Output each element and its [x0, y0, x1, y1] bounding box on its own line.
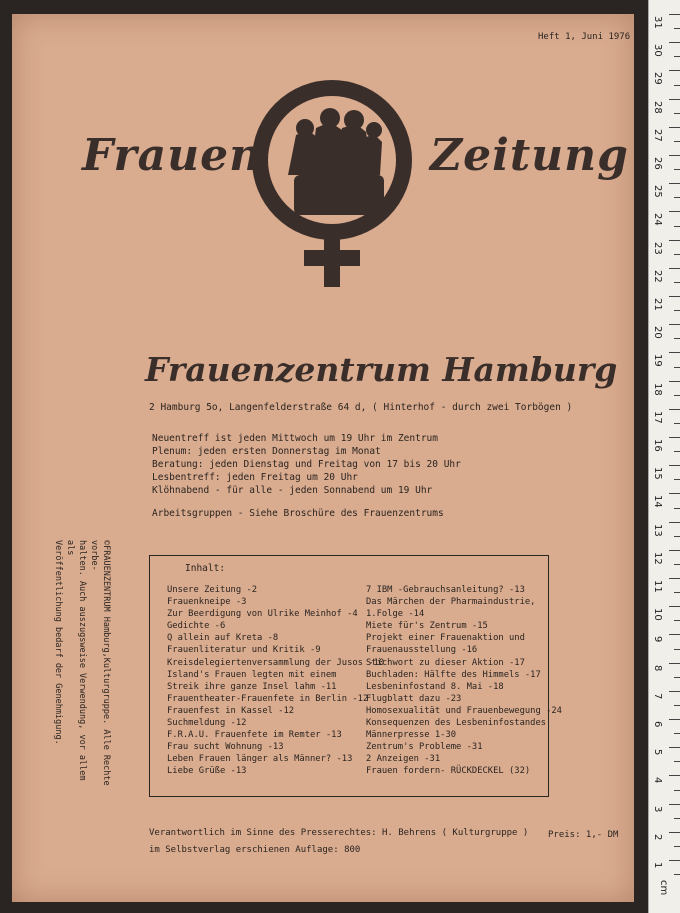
toc-entry: Q allein auf Kreta -8 [167, 633, 279, 644]
copyright-line: ©FRAUENZENTRUM Hamburg,Kulturgruppe. Alle Rechte vorbe- [89, 540, 111, 786]
ruler-tick [669, 240, 680, 241]
price-label: Preis: 1,- DM [548, 830, 619, 840]
ruler-tick [674, 169, 680, 170]
ruler-tick [669, 465, 680, 466]
ruler-number: 20 [652, 326, 663, 339]
toc-entry: Homosexualität und Frauenbewegung -24 [366, 705, 562, 716]
ruler-tick [674, 536, 680, 537]
ruler-tick [674, 367, 680, 368]
ruler-tick [674, 85, 680, 86]
toc-entry: Zentrum's Probleme -31 [366, 742, 483, 753]
ruler-number: 24 [652, 213, 663, 227]
ruler-tick [669, 634, 680, 635]
ruler-tick [669, 663, 680, 664]
ruler-number: 21 [652, 298, 663, 311]
address-line: 2 Hamburg 5o, Langenfelderstraße 64 d, ( Hinterhof - durch zwei Torbögen ) [149, 402, 573, 413]
ruler-tick [669, 691, 680, 692]
ruler-number: 31 [652, 16, 663, 29]
toc-entry: Gedichte -6 [167, 621, 226, 632]
ruler-tick [669, 437, 680, 438]
ruler-tick [674, 705, 680, 706]
title-zeitung: Zeitung [430, 130, 629, 181]
ruler-tick [669, 296, 680, 297]
schedule-line: Beratung: jeden Dienstag und Freitag von 17 bis 20 Uhr [152, 459, 461, 470]
toc-entry: Das Märchen der Pharmaindustrie, [366, 597, 536, 608]
ruler-tick [669, 42, 680, 43]
ruler-number: 9 [652, 636, 663, 643]
women-symbol-logo-icon [250, 80, 420, 290]
ruler-tick [669, 719, 680, 720]
ruler-number: 13 [652, 523, 663, 537]
copyright-line: Veröffentlichung bedarf der Genehmigung. [53, 540, 63, 745]
toc-entry: Kreisdelegiertenversammlung der Jusos -10 [167, 657, 385, 668]
toc-entry: Suchmeldung -12 [167, 718, 247, 729]
ruler-tick [669, 804, 680, 805]
ruler-tick [674, 423, 680, 424]
ruler-tick [669, 860, 680, 861]
ruler-number: 2 [652, 833, 663, 841]
toc-entry: Frau sucht Wohnung -13 [167, 742, 284, 753]
ruler-tick [669, 14, 680, 15]
ruler-tick [669, 99, 680, 100]
ruler-number: 7 [652, 692, 663, 700]
ruler-number: 8 [652, 664, 663, 671]
schedule-line: Plenum: jeden ersten Donnerstag im Monat [152, 446, 381, 457]
toc-entry: Lesbeninfostand 8. Mai -18 [366, 681, 504, 692]
ruler-tick [674, 254, 680, 255]
ruler-tick [674, 677, 680, 678]
schedule-line: Klöhnabend - für alle - jeden Sonnabend um 19 Uhr [152, 485, 433, 496]
ruler-tick [674, 508, 680, 509]
ruler-tick [669, 183, 680, 184]
ruler-number: 6 [652, 721, 663, 728]
ruler-number: 1 [652, 862, 663, 869]
title-frauen: Frauen [82, 130, 263, 181]
ruler-tick [674, 564, 680, 565]
schedule-line: Neuentreff ist jeden Mittwoch um 19 Uhr im Zentrum [152, 433, 438, 444]
ruler-tick [674, 28, 680, 29]
ruler-tick [674, 282, 680, 283]
ruler-number: 30 [652, 44, 663, 57]
ruler-tick [674, 338, 680, 339]
measurement-ruler [648, 0, 680, 913]
ruler-tick [674, 733, 680, 734]
ruler-tick [674, 310, 680, 311]
ruler-number: 18 [652, 382, 663, 396]
ruler-number: 27 [652, 128, 663, 142]
ruler-tick [669, 352, 680, 353]
toc-left-column [167, 584, 384, 778]
ruler-tick [669, 70, 680, 71]
ruler-number: 16 [652, 439, 663, 452]
ruler-number: 10 [652, 608, 663, 621]
toc-entry: Liebe Grüße -13 [167, 766, 247, 777]
ruler-tick [669, 381, 680, 382]
ruler-tick [674, 113, 680, 114]
toc-entry: Streik ihre ganze Insel lahm -11 [167, 681, 337, 692]
ruler-tick [669, 493, 680, 494]
toc-heading: Inhalt: [185, 563, 226, 574]
ruler-number: 26 [652, 157, 663, 170]
toc-entry: Konsequenzen des Lesbeninfostandes [366, 718, 547, 729]
toc-entry: Buchladen: Hälfte des Himmels -17 [366, 669, 541, 680]
ruler-tick [669, 522, 680, 523]
ruler-number: 28 [652, 100, 663, 114]
toc-entry: Zur Beerdigung von Ulrike Meinhof -4 [167, 609, 358, 620]
ruler-tick [674, 620, 680, 621]
ruler-number: 12 [652, 551, 663, 565]
arbeitsgruppen-line: Arbeitsgruppen - Siehe Broschüre des Frauenzentrums [152, 508, 444, 519]
ruler-tick [674, 226, 680, 227]
toc-entry: Unsere Zeitung -2 [167, 585, 258, 595]
toc-entry: Frauenkneipe -3 [167, 597, 247, 608]
ruler-tick [669, 155, 680, 156]
toc-entry: Frauenliteratur und Kritik -9 [167, 645, 321, 656]
toc-entry: Island's Frauen legten mit einem [167, 669, 337, 680]
ruler-tick [669, 775, 680, 776]
ruler-number: 5 [652, 749, 663, 756]
ruler-tick [669, 832, 680, 833]
toc-entry: Stichwort zu dieser Aktion -17 [366, 657, 525, 668]
toc-entry: Frauentheater-Frauenfete in Berlin -12 [167, 693, 369, 704]
ruler-number: 4 [652, 777, 663, 784]
ruler-number: 15 [652, 467, 663, 480]
header-frauenzentrum: Frauenzentrum Hamburg [145, 350, 618, 389]
ruler-tick [674, 592, 680, 593]
toc-entry: 2 Anzeigen -31 [366, 754, 441, 765]
ruler-tick [674, 56, 680, 57]
ruler-tick [669, 324, 680, 325]
toc-entry: Frauen fordern- RÜCKDECKEL (32) [366, 766, 531, 777]
toc-entry: Projekt einer Frauenaktion und [366, 633, 525, 644]
ruler-number: 11 [652, 580, 663, 593]
ruler-number: 14 [652, 495, 663, 509]
ruler-tick [669, 550, 680, 551]
ruler-tick [669, 211, 680, 212]
ruler-number: 17 [652, 410, 663, 424]
toc-entry: Frauenausstellung -16 [366, 645, 478, 656]
ruler-tick [674, 197, 680, 198]
toc-entry: Leben Frauen länger als Männer? -13 [167, 754, 353, 765]
ruler-tick [674, 761, 680, 762]
ruler-number: 29 [652, 72, 663, 86]
ruler-tick [669, 747, 680, 748]
toc-entry: Frauenfest in Kassel -12 [167, 705, 295, 716]
ruler-number: 22 [652, 269, 663, 283]
ruler-tick [674, 874, 680, 875]
ruler-number: 19 [652, 354, 663, 368]
ruler-tick [674, 451, 680, 452]
footer-responsible: Verantwortlich im Sinne des Presserechtes: H. Behrens ( Kulturgruppe ) [149, 828, 529, 838]
ruler-tick [669, 578, 680, 579]
footer-publisher: im Selbstverlag erschienen Auflage: 800 [149, 845, 361, 855]
ruler-tick [674, 141, 680, 142]
toc-entry: Flugblatt dazu -23 [366, 693, 462, 704]
toc-right-column [366, 584, 562, 778]
schedule-line: Lesbentreff: jeden Freitag um 20 Uhr [152, 472, 358, 483]
ruler-tick [674, 479, 680, 480]
toc-entry: F.R.A.U. Frauenfete im Remter -13 [167, 730, 342, 741]
toc-entry: 7 IBM -Gebrauchsanleitung? -13 [366, 585, 525, 595]
copyright-sidebar [52, 540, 112, 800]
ruler-tick [674, 395, 680, 396]
ruler-tick [674, 818, 680, 819]
ruler-number: 3 [652, 805, 663, 812]
toc-entry: 1.Folge -14 [366, 609, 425, 620]
ruler-tick [674, 649, 680, 650]
toc-entry: Miete für's Zentrum -15 [366, 621, 488, 632]
toc-entry: Männerpresse 1-30 [366, 730, 457, 741]
copyright-line: halten. Auch auszugsweise Verwendung, vor allem als [65, 540, 87, 781]
ruler-unit: cm [658, 880, 669, 896]
ruler-tick [669, 268, 680, 269]
ruler-number: 23 [652, 241, 663, 255]
ruler-number: 25 [652, 185, 663, 198]
ruler-tick [674, 790, 680, 791]
ruler-tick [669, 409, 680, 410]
ruler-tick [669, 606, 680, 607]
ruler-tick [674, 846, 680, 847]
ruler-tick [669, 127, 680, 128]
issue-label: Heft 1, Juni 1976 [538, 32, 631, 42]
